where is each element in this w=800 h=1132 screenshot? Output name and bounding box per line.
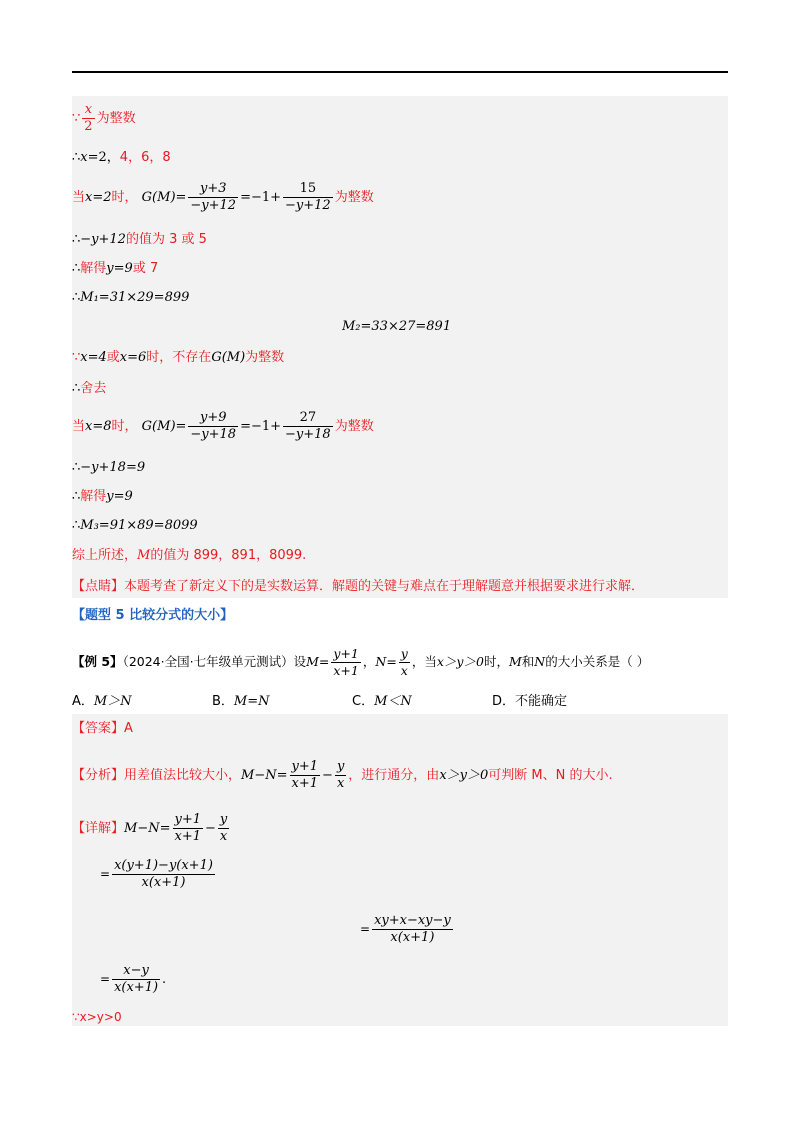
solution-line-9: ∴舍去 (72, 381, 107, 396)
comment-tag: 【点睛】 (72, 579, 125, 594)
detail-step-2: = $\frac{xy+x-xy-y}{x(x+1)}$ (360, 913, 451, 945)
solution-line-6: ∴M₁=31×29=899 (72, 290, 190, 305)
solution-line-4: ∴−y+12的值为 3 或 5 (72, 232, 207, 247)
answer-line: 【答案】A (72, 721, 133, 736)
solution-line-7: M₂=33×27=891 (342, 319, 452, 334)
option-c[interactable]: C．M＜N (352, 694, 412, 709)
solution-line-10: 当x=8时， G(M)= $\frac{y+9}{-y+18}$ =−1+ $\frac{27}{-y+18}$ 为整数 (72, 410, 374, 442)
detail-step-1: = $\frac{x(y+1)-y(x+1)}{x(x+1)}$ (100, 858, 213, 890)
solution-line-1: ∵ $\frac{x}{2}$ 为整数 (72, 102, 136, 134)
option-b[interactable]: B．M=N (212, 694, 270, 709)
detail-last-line: ∵x>y>0 (72, 1010, 122, 1024)
section-title: 【题型 5 比较分式的大小】 (72, 608, 234, 623)
solution-line-11: ∴−y+18=9 (72, 460, 146, 475)
solution-line-12: ∴解得y=9 (72, 489, 133, 504)
detail-line: 【详解】M−N= $\frac{y+1}{x+1}$ − $\frac{y}{x}$ (72, 812, 228, 844)
solution-line-2: ∴x=2，4，6，8 (72, 150, 171, 165)
comment-line: 【点睛】本题考查了新定义下的是实数运算．解题的关键与难点在于理解题意并根据要求进行求解． (72, 579, 645, 594)
solution-line-14: 综上所述，M的值为 899，891，8099. (72, 548, 307, 563)
example-question: 【例 5】（2024·全国·七年级单元测试）设M= $\frac{y+1}{x+1}$ ，N= $\frac{y}{x}$ ，当x＞y＞0时，M和N的大小关系是（ ） (72, 646, 650, 678)
solution-line-5: ∴解得y=9或 7 (72, 261, 159, 276)
analysis-line: 【分析】用差值法比较大小，M−N= $\frac{y+1}{x+1}$ − $\frac{y}{x}$ ，进行通分，由x＞y＞0可判断 M、N 的大小. (72, 759, 613, 791)
option-a[interactable]: A．M＞N (72, 694, 132, 709)
header-rule (72, 71, 728, 73)
solution-line-8: ∵x=4或x=6时，不存在G(M)为整数 (72, 350, 285, 365)
solution-line-13: ∴M₃=91×89=8099 (72, 518, 198, 533)
solution-line-3: 当x=2时， G(M)= $\frac{y+3}{-y+12}$ =−1+ $\frac{15}{-y+12}$ 为整数 (72, 181, 374, 213)
detail-step-3: = $\frac{x-y}{x(x+1)}$ . (100, 963, 167, 995)
option-d[interactable]: D．不能确定 (492, 694, 568, 709)
